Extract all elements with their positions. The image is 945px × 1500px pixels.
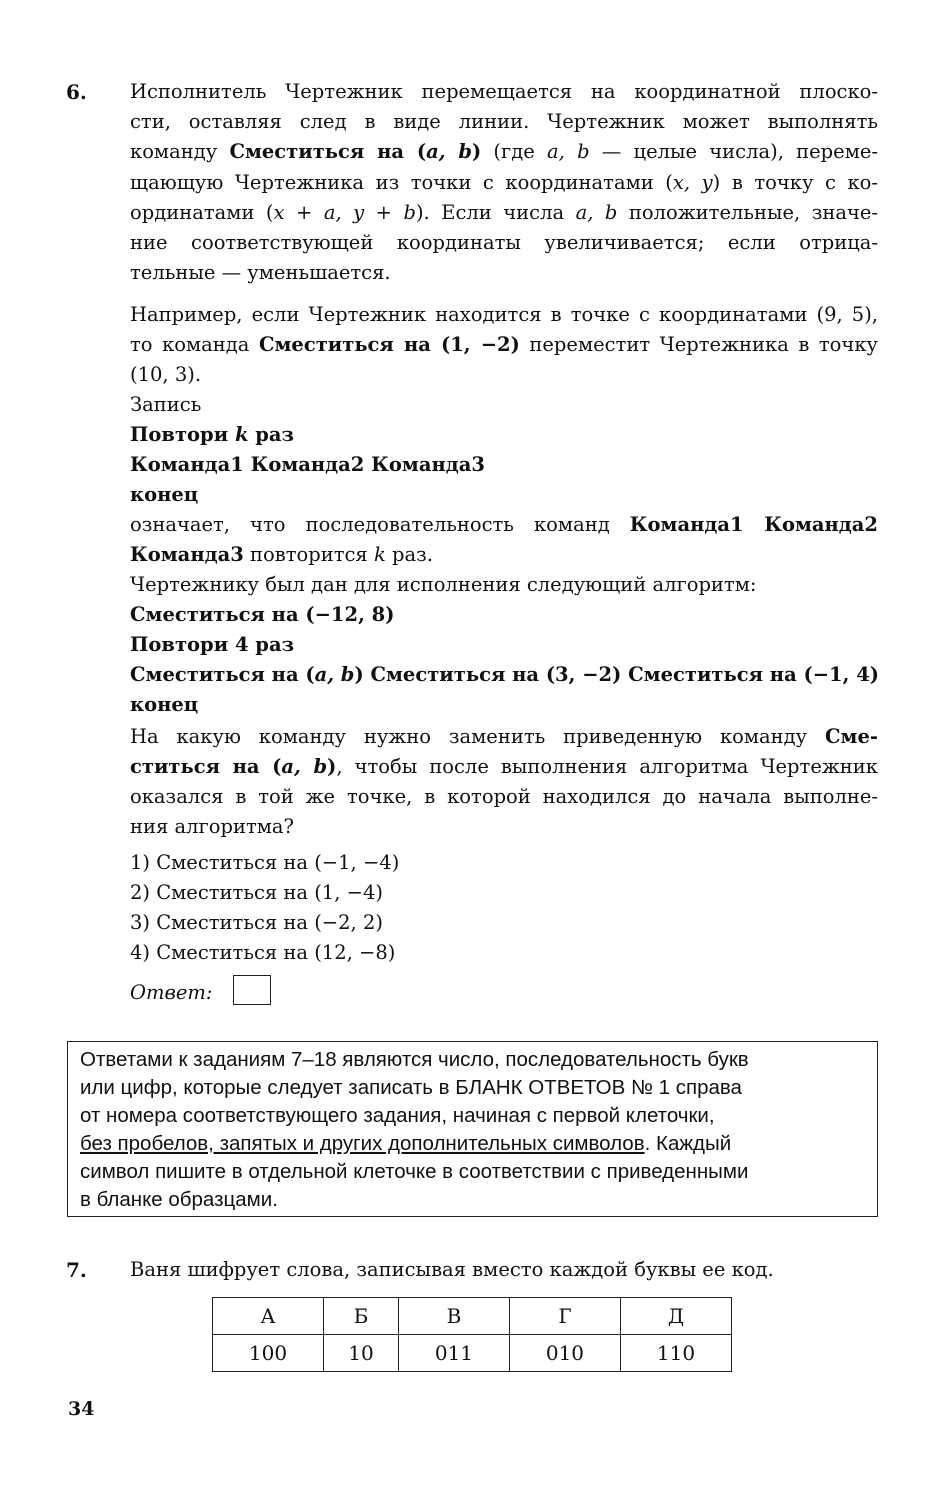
table-row-letters — [213, 1298, 732, 1335]
letter-cell: А — [213, 1298, 324, 1335]
letter-cell: Д — [620, 1298, 731, 1335]
letter-code-table — [212, 1297, 732, 1372]
question-line-3: оказался в той же точке, в которой находился до начала выполне- — [130, 785, 878, 808]
letter-cell: Б — [324, 1298, 399, 1335]
code-cell: 100 — [213, 1335, 324, 1372]
given-line: Чертежнику был дан для исполнения следующий алгоритм: — [130, 573, 757, 596]
end-line-1: конец — [130, 483, 199, 506]
option-4: 4) Сместиться на (12, −8) — [130, 941, 396, 964]
table-row-codes — [213, 1335, 732, 1372]
notice-line-5: символ пишите в отдельной клеточке в соответствии с приведенными — [80, 1160, 749, 1183]
task-7-text: Ваня шифрует слова, записывая вместо каждой буквы ее код. — [130, 1258, 774, 1281]
task-6-intro-line-7: тельные — уменьшается. — [130, 261, 391, 284]
task-6-intro-line-3: команду Сместиться на (a, b) (где a, b — целые числа), переме- — [130, 140, 878, 163]
option-1: 1) Сместиться на (−1, −4) — [130, 851, 400, 874]
code-cell: 10 — [324, 1335, 399, 1372]
code-cell: 110 — [620, 1335, 731, 1372]
page-number: 34 — [68, 1398, 95, 1420]
task-7-number: 7. — [66, 1258, 87, 1282]
answer-box[interactable] — [233, 975, 271, 1005]
record-label: Запись — [130, 393, 202, 416]
option-3: 3) Сместиться на (−2, 2) — [130, 911, 383, 934]
means-line-1: означает, что последовательность команд Команда1 Команда2 — [130, 513, 878, 536]
task-6-example-line-2: то команда Сместиться на (1, −2) переместит Чертежника в точку — [130, 333, 878, 356]
question-line-2: ститься на (a, b), чтобы после выполнения алгоритма Чертежник — [130, 755, 878, 778]
algorithm-line-4: конец — [130, 693, 199, 716]
letter-cell: В — [398, 1298, 509, 1335]
letter-cell: Г — [509, 1298, 620, 1335]
notice-line-2: или цифр, которые следует записать в БЛАНК ОТВЕТОВ № 1 справа — [80, 1076, 742, 1099]
task-6-example-line-3: (10, 3). — [130, 363, 202, 386]
repeat-k-line: Повтори k раз — [130, 423, 294, 446]
notice-line-6: в бланке образцами. — [80, 1188, 278, 1211]
task-6-example-line-1: Например, если Чертежник находится в точке с координатами (9, 5), — [130, 303, 878, 326]
task-6-intro-line-4: щающую Чертежника из точки с координатами (x, y) в точку с ко- — [130, 171, 878, 194]
commands-line: Команда1 Команда2 Команда3 — [130, 453, 485, 476]
code-cell: 011 — [398, 1335, 509, 1372]
option-2: 2) Сместиться на (1, −4) — [130, 881, 383, 904]
task-6-intro-line-2: сти, оставляя след в виде линии. Чертежник может выполнять — [130, 110, 878, 133]
means-line-2: Команда3 повторится k раз. — [130, 543, 433, 566]
code-cell: 010 — [509, 1335, 620, 1372]
notice-line-3: от номера соответствующего задания, начиная с первой клеточки, — [80, 1104, 715, 1127]
task-6-intro-line-5: ординатами (x + a, y + b). Если числа a, b положительные, значе- — [130, 201, 879, 224]
algorithm-line-3: Сместиться на (a, b) Сместиться на (3, −2) Сместиться на (−1, 4) — [130, 663, 880, 686]
task-6-intro-line-6: ние соответствующей координаты увеличивается; если отрица- — [130, 231, 878, 254]
task-6-intro-line-1: Исполнитель Чертежник перемещается на координатной плоско- — [130, 80, 878, 103]
question-line-4: ния алгоритма? — [130, 815, 294, 838]
algorithm-line-2: Повтори 4 раз — [130, 633, 295, 656]
notice-line-4: без пробелов, запятых и других дополнительных символов. Каждый — [80, 1132, 732, 1155]
question-line-1: На какую команду нужно заменить приведенную команду Сме- — [130, 725, 878, 748]
notice-line-1: Ответами к заданиям 7–18 являются число, последовательность букв — [80, 1048, 749, 1071]
task-6-number: 6. — [66, 80, 87, 104]
algorithm-line-1: Сместиться на (−12, 8) — [130, 603, 395, 626]
answer-label: Ответ: — [130, 981, 213, 1004]
